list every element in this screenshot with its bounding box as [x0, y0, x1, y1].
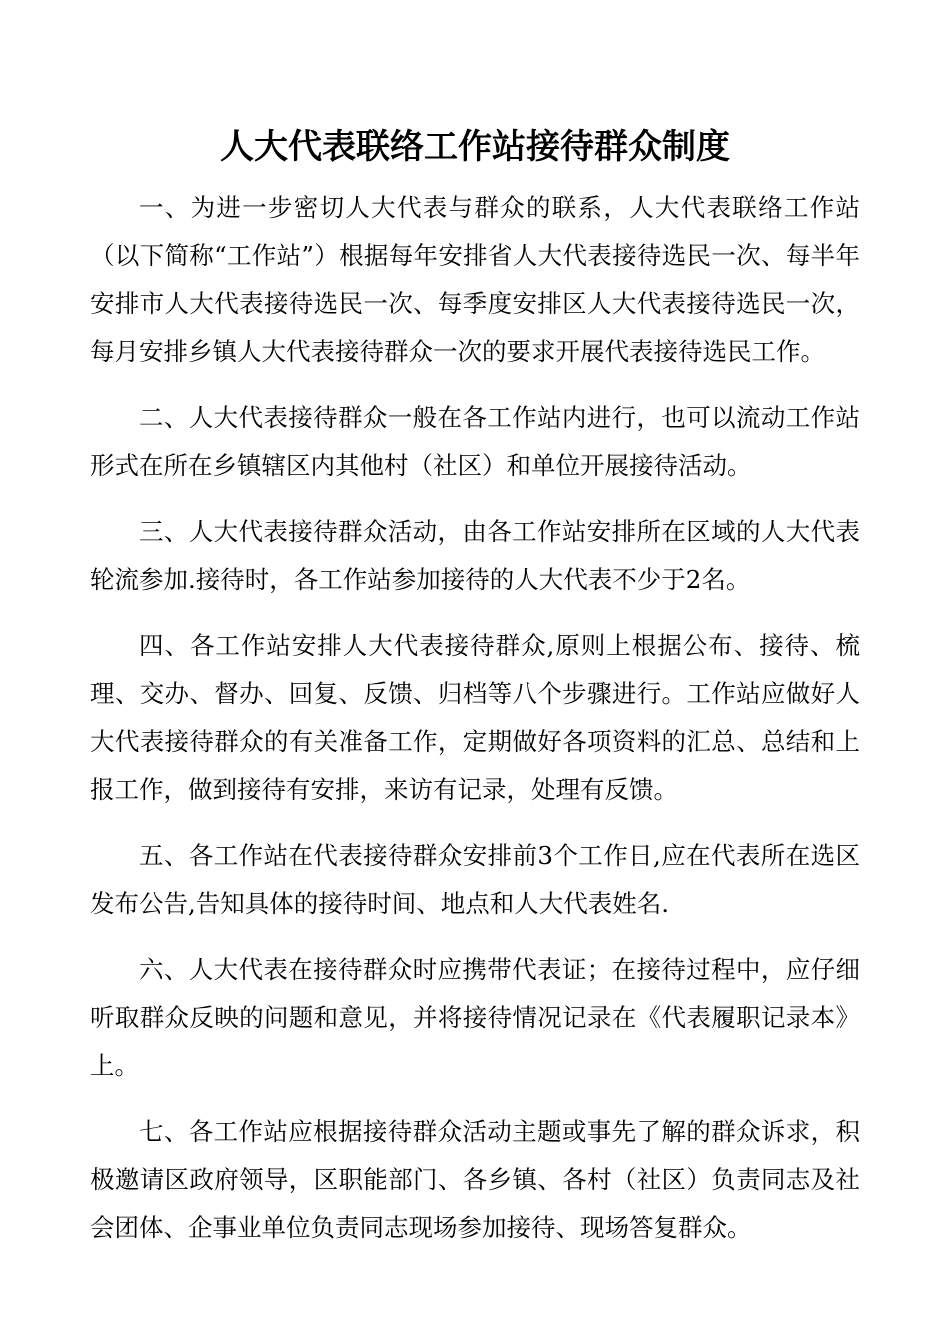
paragraph-5: 五、各工作站在代表接待群众安排前3个工作日,应在代表所在选区发布公告,告知具体的接待时间、地点和人大代表姓名.	[90, 841, 860, 918]
paragraph-7: 七、各工作站应根据接待群众活动主题或事先了解的群众诉求，积极邀请区政府领导，区职能部门、各乡镇、各村（社区）负责同志及社会团体、企事业单位负责同志现场参加接待、现场答复群众。	[90, 1117, 860, 1242]
paragraph-2: 二、人大代表接待群众一般在各工作站内进行，也可以流动工作站形式在所在乡镇辖区内其他村（社区）和单位开展接待活动。	[90, 403, 860, 480]
paragraph-1: 一、为进一步密切人大代表与群众的联系，人大代表联络工作站（以下简称“工作站”）根据每年安排省人大代表接待选民一次、每半年安排市人大代表接待选民一次、每季度安排区人大代表接待选民一次，每月安排乡镇人大代表接待群众一次的要求开展代表接待选民工作。	[90, 193, 860, 366]
paragraph-4: 四、各工作站安排人大代表接待群众,原则上根据公布、接待、梳理、交办、督办、回复、反馈、归档等八个步骤进行。工作站应做好人大代表接待群众的有关准备工作，定期做好各项资料的汇总、总结和上报工作，做到接待有安排，来访有记录，处理有反馈。	[90, 631, 860, 804]
paragraph-3: 三、人大代表接待群众活动，由各工作站安排所在区域的人大代表轮流参加.接待时，各工作站参加接待的人大代表不少于2名。	[90, 517, 860, 594]
document-title: 人大代表联络工作站接待群众制度	[220, 127, 730, 167]
paragraph-6: 六、人大代表在接待群众时应携带代表证；在接待过程中，应仔细听取群众反映的问题和意见，并将接待情况记录在《代表履职记录本》上。	[90, 955, 860, 1080]
document-page	[90, 118, 860, 1270]
